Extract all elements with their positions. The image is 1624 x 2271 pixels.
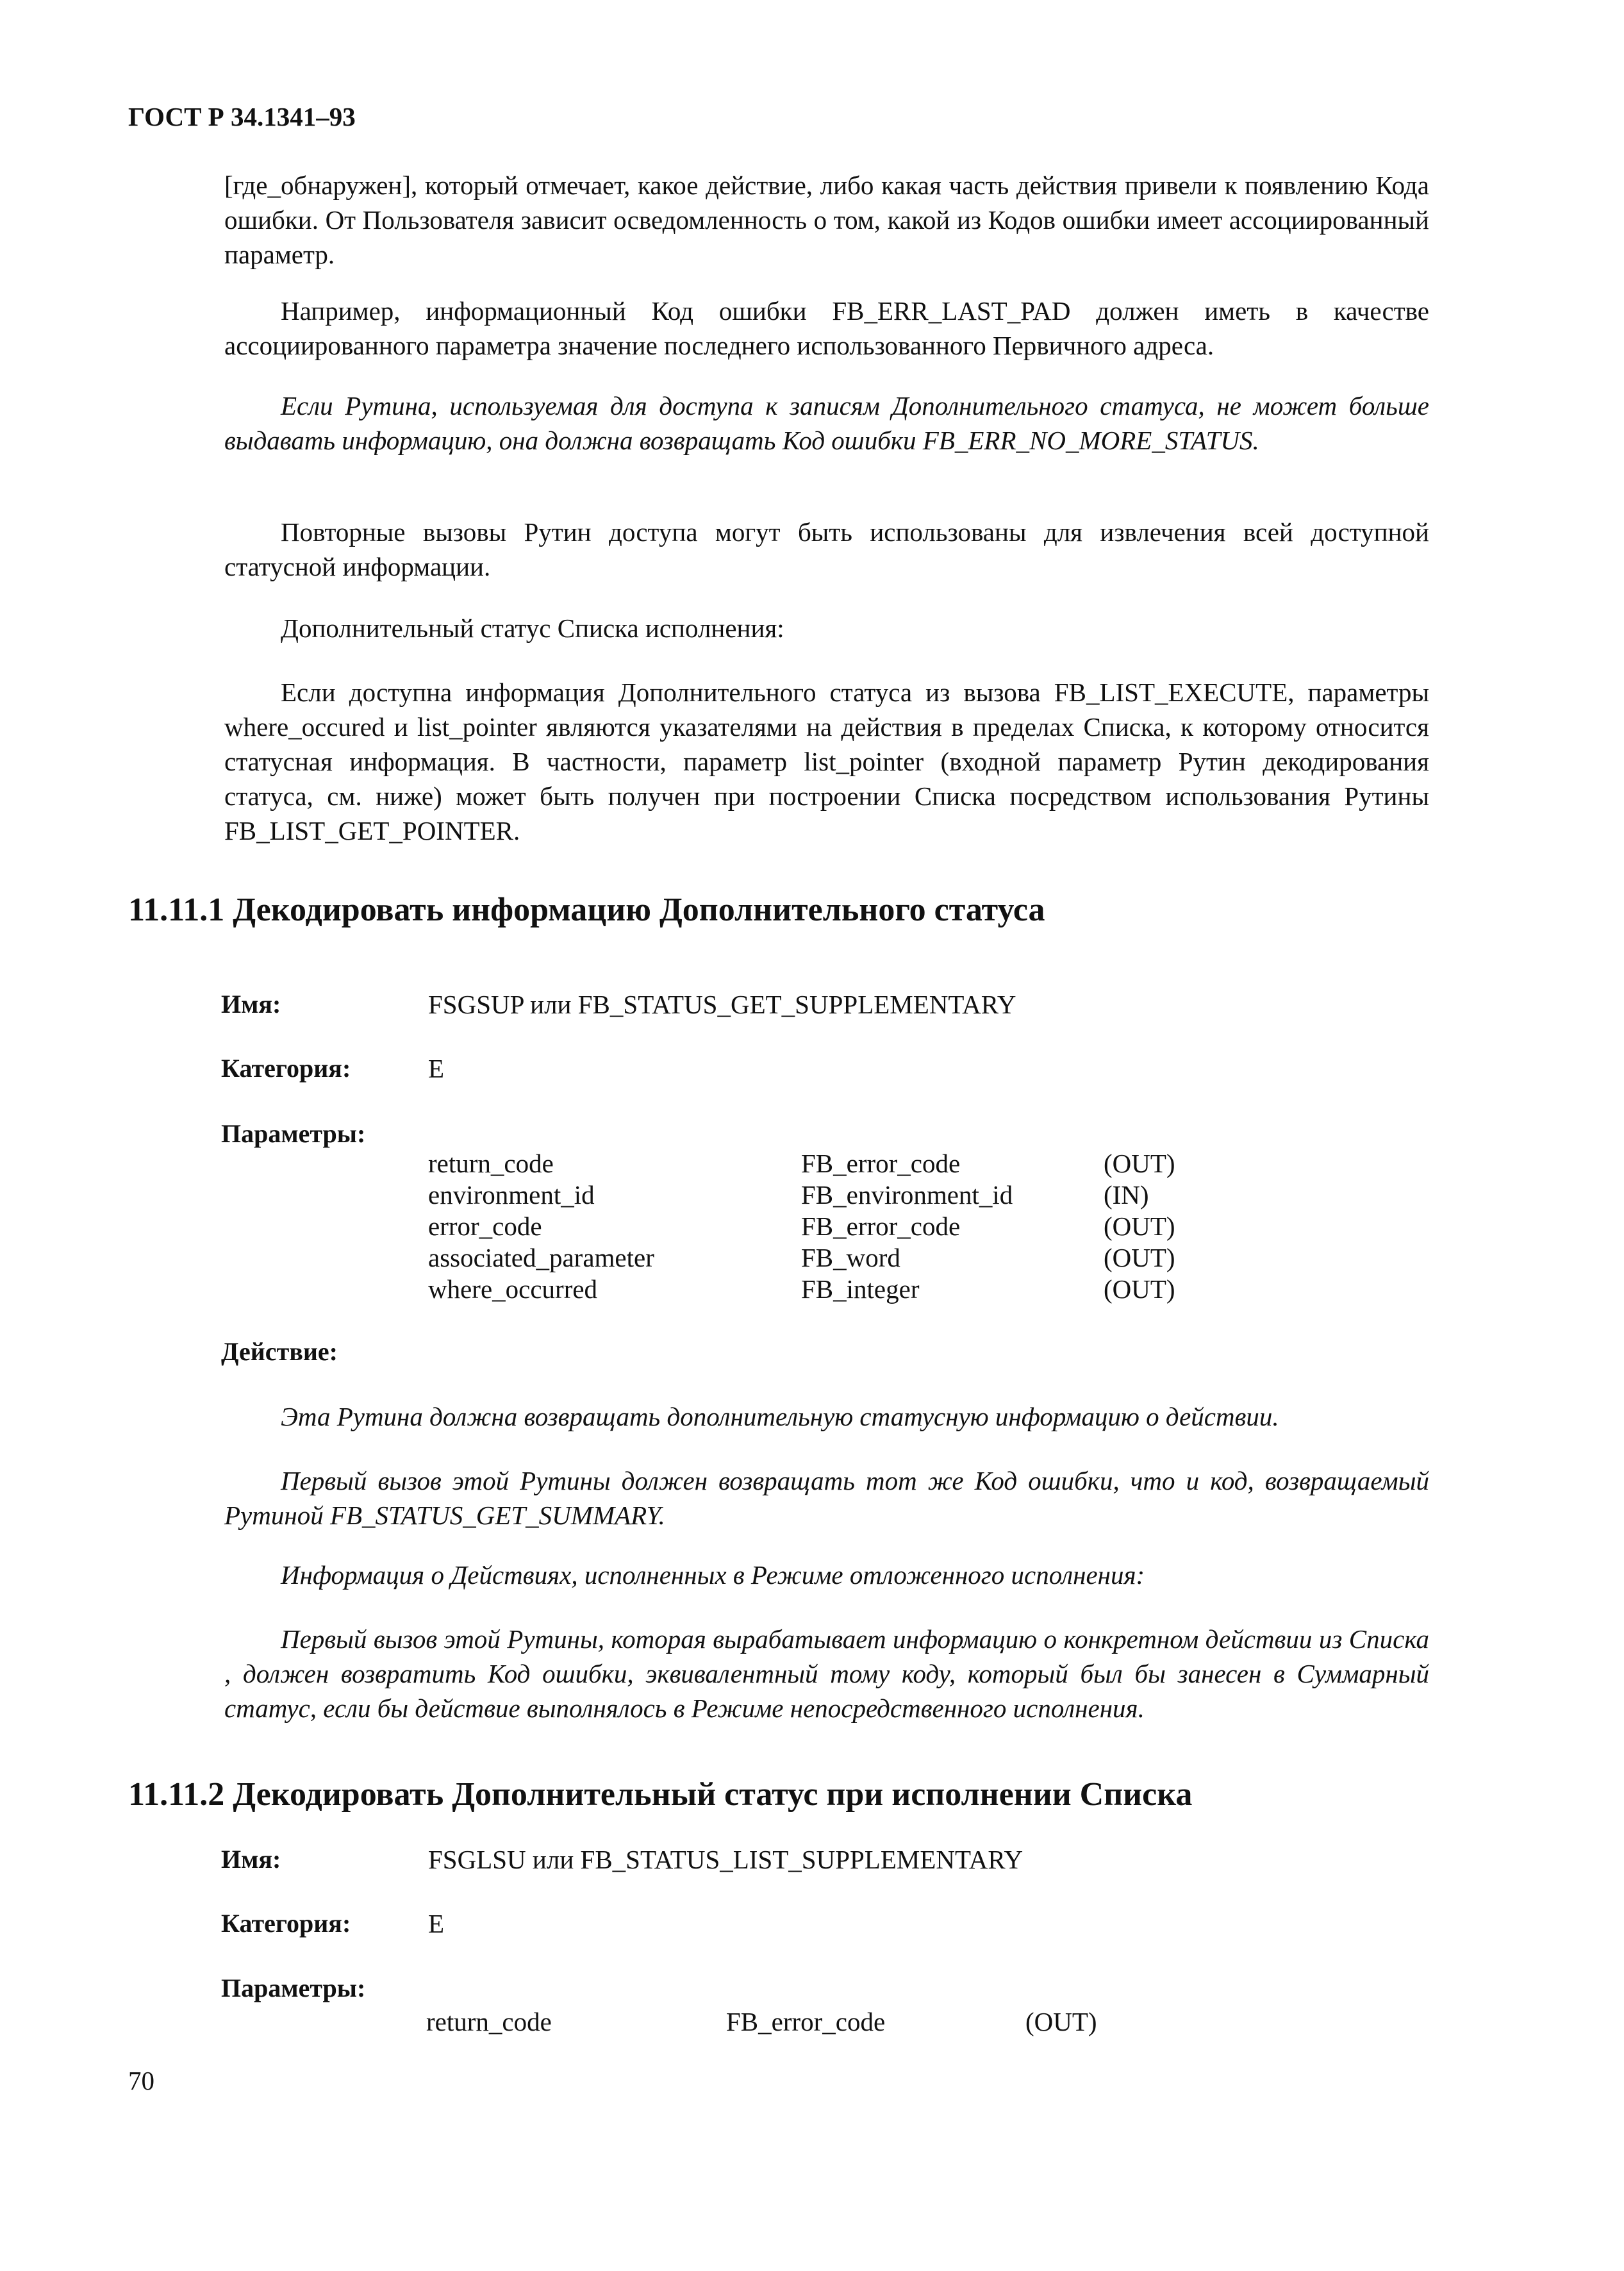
category-value: E [428, 1054, 445, 1083]
paragraph-2: Например, информационный Код ошибки FB_ERR_LAST_PAD должен иметь в качестве ассоциированного параметра значение последнего использованного Первичного адреса. [224, 296, 1429, 360]
name-value-2: FSGLSU или FB_STATUS_LIST_SUPPLEMENTARY [428, 1845, 1023, 1874]
param-name: associated_parameter [428, 1243, 654, 1272]
param-type: FB_environment_id [801, 1180, 1013, 1210]
param-direction: (OUT) [1104, 1274, 1175, 1304]
paragraph-3: Если Рутина, используемая для доступа к записям Дополнительного статуса, не может больше выдавать информацию, она должна возвращать Код ошибки FB_ERR_NO_MORE_STATUS. [224, 391, 1429, 455]
param-name: error_code [428, 1211, 542, 1241]
param-name: environment_id [428, 1180, 595, 1210]
param-direction: (OUT) [1025, 2007, 1097, 2036]
category-label: Категория: [221, 1054, 351, 1083]
param-name: where_occurred [428, 1274, 598, 1304]
param-direction: (OUT) [1104, 1243, 1175, 1272]
category-label-2: Категория: [221, 1909, 351, 1938]
param-direction: (OUT) [1104, 1149, 1175, 1178]
standard-header: ГОСТ Р 34.1341–93 [128, 102, 356, 131]
param-type: FB_error_code [726, 2007, 886, 2036]
paragraph-4: Повторные вызовы Рутин доступа могут быть использованы для извлечения всей доступной статусной информации. [224, 517, 1429, 581]
action-label: Действие: [221, 1337, 338, 1366]
param-name: return_code [426, 2007, 552, 2036]
param-name: return_code [428, 1149, 554, 1178]
param-type: FB_error_code [801, 1149, 961, 1178]
section-heading-11-11-2: 11.11.2 Декодировать Дополнительный статус при исполнении Списка [128, 1776, 1193, 1813]
param-type: FB_word [801, 1243, 900, 1272]
name-label: Имя: [221, 990, 281, 1019]
name-label-2: Имя: [221, 1845, 281, 1874]
params-label-2: Параметры: [221, 1974, 366, 2002]
paragraph-1: [где_обнаружен], который отмечает, какое действие, либо какая часть действия привели к появлению Кода ошибки. От Пользователя зависит осведомленность о том, какой из Кодов ошибки имеет ассоциированный параметр. [224, 171, 1429, 269]
action-paragraph-1: Эта Рутина должна возвращать дополнительную статусную информацию о действии. [281, 1402, 1279, 1431]
param-type: FB_error_code [801, 1211, 961, 1241]
action-paragraph-4: Первый вызов этой Рутины, которая вырабатывает информацию о конкретном действии из Списка , должен возвратить Код ошибки, эквивалентный тому коду, который был бы занесен в Суммарный статус, если бы действие выполнялось в Режиме непосредственного исполнения. [224, 1624, 1429, 1723]
category-value-2: E [428, 1909, 445, 1938]
param-direction: (IN) [1104, 1180, 1149, 1210]
paragraph-6: Если доступна информация Дополнительного статуса из вызова FB_LIST_EXECUTE, параметры where_occured и list_pointer являются указателями на действия в пределах Списка, к которому относится статусная информация. В частности, параметр list_pointer (входной параметр Рутин декодирования статуса, см. ниже) может быть получен при построении Списка посредством использования Рутины FB_LIST_GET_POINTER. [224, 678, 1429, 845]
page-number: 70 [128, 2066, 154, 2095]
param-type: FB_integer [801, 1274, 920, 1304]
action-paragraph-3: Информация о Действиях, исполненных в Режиме отложенного исполнения: [281, 1560, 1145, 1590]
params-label: Параметры: [221, 1119, 366, 1148]
name-value: FSGSUP или FB_STATUS_GET_SUPPLEMENTARY [428, 990, 1016, 1019]
section-heading-11-11-1: 11.11.1 Декодировать информацию Дополнительного статуса [128, 892, 1045, 928]
action-paragraph-2: Первый вызов этой Рутины должен возвращать тот же Код ошибки, что и код, возвращаемый Рутиной FB_STATUS_GET_SUMMARY. [224, 1466, 1429, 1530]
paragraph-5: Дополнительный статус Списка исполнения: [281, 613, 784, 643]
param-direction: (OUT) [1104, 1211, 1175, 1241]
